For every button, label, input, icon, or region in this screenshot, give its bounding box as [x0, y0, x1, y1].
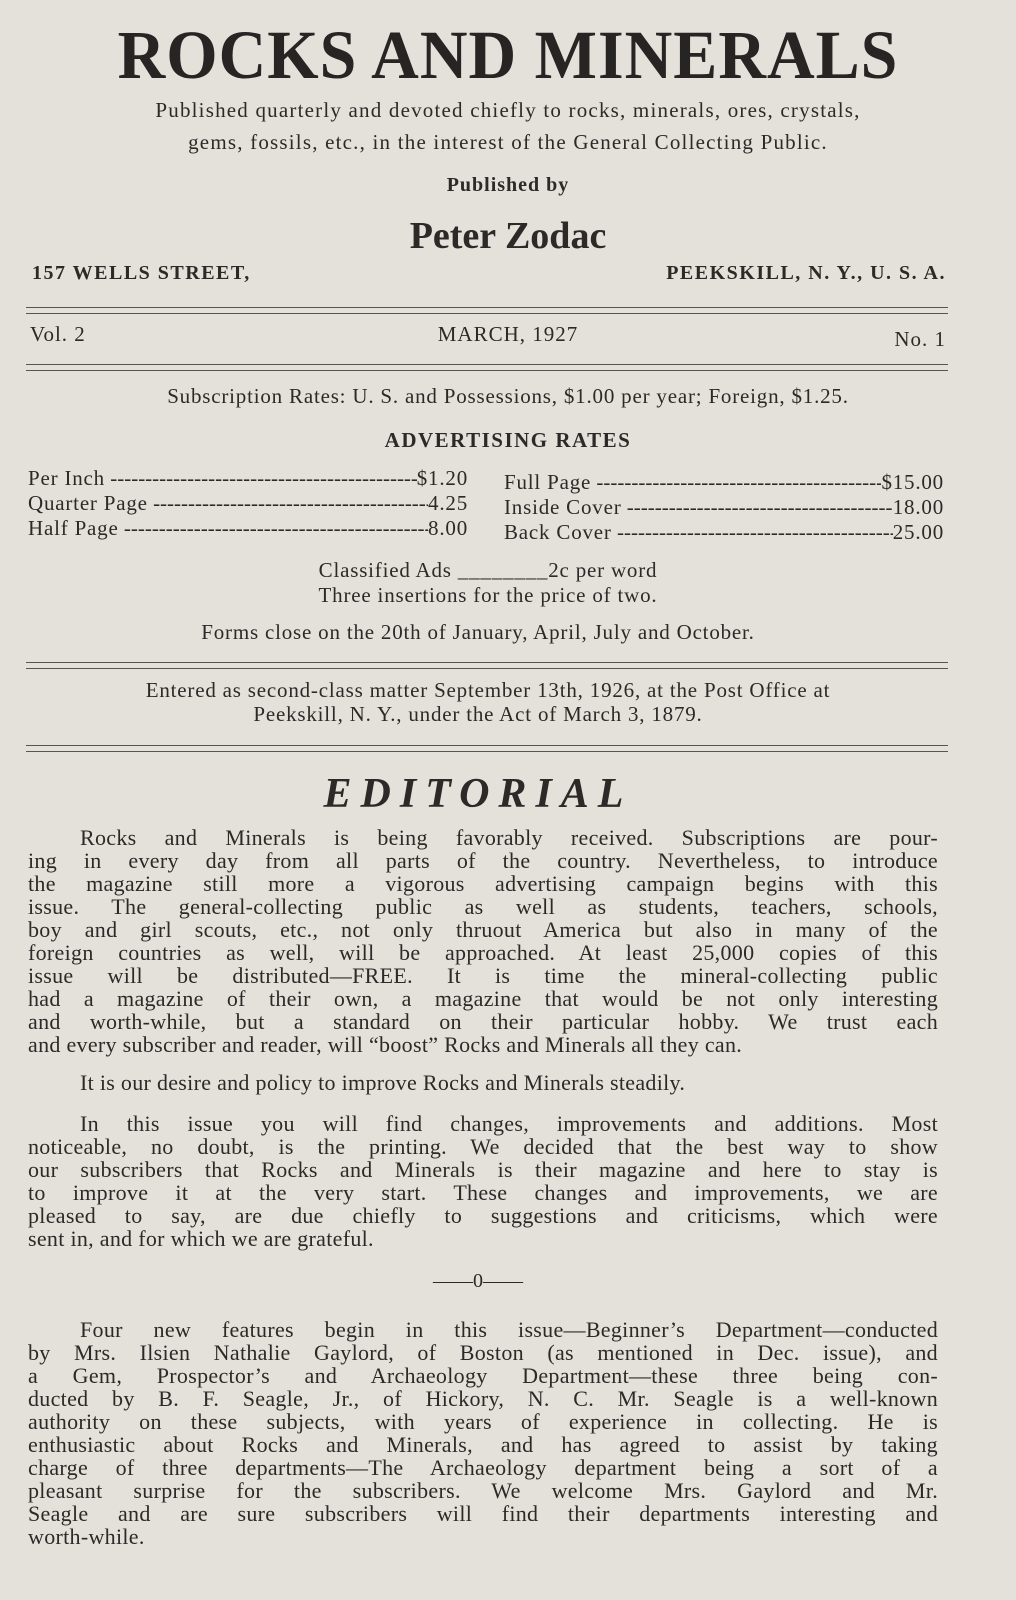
- editorial-paragraph: [28, 1112, 938, 1250]
- address-street: 157 WELLS STREET,: [32, 262, 251, 284]
- paragraph-line: our subscribers that Rocks and Minerals is their magazine and here to stay is: [28, 1157, 938, 1182]
- paragraph-line: Rocks and Minerals is being favorably received. Subscriptions are pour-: [80, 825, 938, 850]
- paragraph-line: enthusiastic about Rocks and Minerals, and has agreed to assist by taking: [28, 1432, 938, 1457]
- rate-label: Back Cover -----: [504, 520, 893, 545]
- subtitle-line-2: gems, fossils, etc., in the interest of the General Collecting Public.: [188, 130, 828, 154]
- rate-price: 25.00: [892, 520, 944, 544]
- rate-label: Half Page -----: [28, 516, 428, 541]
- forms-close: Forms close on the 20th of January, April, July and October.: [201, 620, 755, 644]
- subscription-rates: Subscription Rates: U. S. and Possessions, $1.00 per year; Foreign, $1.25.: [167, 384, 849, 408]
- rate-price: 18.00: [892, 495, 944, 519]
- paragraph-line: Seagle and are sure subscribers will find their departments interesting and: [28, 1501, 938, 1526]
- volume: Vol. 2: [30, 322, 86, 346]
- entered-line-1: Entered as second-class matter September 13th, 1926, at the Post Office at: [145, 678, 831, 702]
- paragraph-line: It is our desire and policy to improve Rocks and Minerals steadily.: [80, 1070, 686, 1095]
- classified-note: Three insertions for the price of two.: [318, 583, 658, 607]
- paragraph-line: worth-while.: [28, 1524, 145, 1549]
- rate-label: Inside Cover -----: [504, 495, 893, 520]
- editorial-paragraph: [28, 826, 938, 1056]
- paragraph-line: pleased to say, are due chiefly to suggestions and criticisms, which were: [28, 1203, 938, 1228]
- paragraph-line: In this issue you will find changes, improvements and additions. Most: [80, 1111, 938, 1136]
- rate-label: Full Page -----: [504, 470, 881, 495]
- magazine-title: ROCKS AND MINERALS: [117, 17, 899, 94]
- paragraph-line: ducted by B. F. Seagle, Jr., of Hickory, N. C. Mr. Seagle is a well-known: [28, 1386, 938, 1411]
- entered-line-2: Peekskill, N. Y., under the Act of March 3, 1879.: [253, 702, 703, 726]
- rates-left-column: [28, 466, 468, 541]
- rates-right-column: [504, 470, 944, 545]
- paragraph-line: issue. The general-collecting public as well as students, teachers, schools,: [28, 894, 938, 919]
- paragraph-line: a Gem, Prospector’s and Archaeology Department—these three being con-: [28, 1363, 938, 1388]
- address-city: PEEKSKILL, N. Y., U. S. A.: [666, 262, 946, 284]
- classified-ads: Classified Ads ________2c per word: [318, 558, 658, 582]
- paragraph-line: noticeable, no doubt, is the printing. We decided that the best way to show: [28, 1134, 938, 1159]
- paragraph-line: Four new features begin in this issue—Beginner’s Department—conducted: [80, 1317, 938, 1342]
- paragraph-line: and worth-while, but a standard on their particular hobby. We trust each: [28, 1009, 938, 1034]
- issue-date: MARCH, 1927: [437, 322, 579, 346]
- paragraph-line: and every subscriber and reader, will “boost” Rocks and Minerals all they can.: [28, 1032, 743, 1057]
- published-by-label: Published by: [446, 174, 570, 196]
- paragraph-line: the magazine still more a vigorous advertising campaign begins with this: [28, 871, 938, 896]
- divider: [26, 662, 948, 669]
- rate-price: 8.00: [428, 516, 468, 540]
- editorial-paragraph: [28, 1071, 938, 1094]
- paragraph-line: to improve it at the very start. These changes and improvements, we are: [28, 1180, 938, 1205]
- paragraph-line: authority on these subjects, with years of experience in collecting. He is: [28, 1409, 938, 1434]
- paragraph-line: pleasant surprise for the subscribers. We welcome Mrs. Gaylord and Mr.: [28, 1478, 938, 1503]
- subtitle-line-1: Published quarterly and devoted chiefly to rocks, minerals, ores, crystals,: [155, 98, 861, 122]
- divider: [26, 745, 948, 752]
- divider: [26, 307, 948, 314]
- paragraph-line: by Mrs. Ilsien Nathalie Gaylord, of Boston (as mentioned in Dec. issue), and: [28, 1340, 938, 1365]
- paragraph-line: boy and girl scouts, etc., not only thruout America but also in many of the: [28, 917, 938, 942]
- editorial-heading: EDITORIAL: [323, 771, 633, 817]
- rate-price: 4.25: [428, 491, 468, 515]
- rate-label: Quarter Page -----: [28, 491, 428, 516]
- editorial-paragraph: [28, 1318, 938, 1548]
- paragraph-line: ing in every day from all parts of the country. Nevertheless, to introduce: [28, 848, 938, 873]
- rate-price: $1.20: [416, 466, 468, 490]
- issue-number: No. 1: [894, 327, 946, 351]
- divider: [26, 364, 948, 371]
- rate-price: $15.00: [881, 470, 944, 494]
- rate-label: Per Inch -----: [28, 466, 417, 491]
- paragraph-line: charge of three departments—The Archaeology department being a sort of a: [28, 1455, 938, 1480]
- paragraph-line: had a magazine of their own, a magazine that would be not only interesting: [28, 986, 938, 1011]
- section-separator: ——0——: [433, 1270, 523, 1292]
- advertising-heading: ADVERTISING RATES: [384, 428, 632, 452]
- paragraph-line: sent in, and for which we are grateful.: [28, 1226, 374, 1251]
- paragraph-line: issue will be distributed—FREE. It is time the mineral-collecting public: [28, 963, 938, 988]
- paragraph-line: foreign countries as well, will be approached. At least 25,000 copies of this: [28, 940, 938, 965]
- publisher-name: Peter Zodac: [409, 215, 607, 257]
